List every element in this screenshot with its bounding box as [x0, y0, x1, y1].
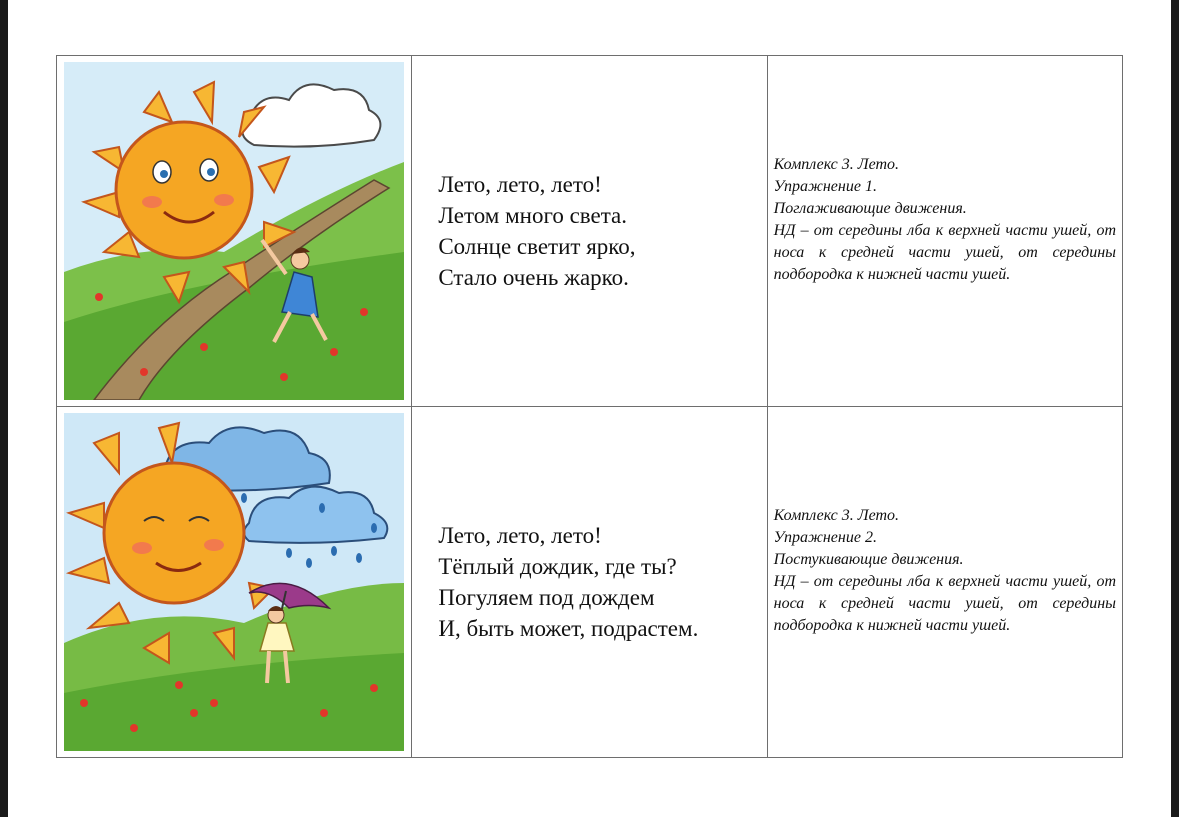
poem-cell: [412, 56, 767, 407]
poem-line: Тёплый дождик, где ты?: [438, 554, 677, 579]
poem-line: Солнце светит ярко,: [438, 234, 636, 259]
exercise-title: Упражнение 1.: [773, 178, 877, 195]
exercise-title: Упражнение 2.: [773, 529, 877, 546]
poem-line: Лето, лето, лето!: [438, 523, 602, 548]
complex-title: Комплекс 3. Лето.: [773, 507, 900, 524]
movement-type: Поглаживающие движения.: [773, 200, 967, 217]
note-cell: [767, 407, 1122, 758]
sun-girl-summer-illustration: [64, 62, 404, 400]
left-window-edge: [0, 0, 8, 817]
poem-line: Стало очень жарко.: [438, 265, 629, 290]
exercise-note: [768, 505, 1122, 637]
exercise-table: [56, 55, 1123, 758]
note-cell: [767, 56, 1122, 407]
poem-line: И, быть может, подрастем.: [438, 616, 699, 641]
poem-line: Летом много света.: [438, 203, 627, 228]
movement-type: Постукивающие движения.: [773, 551, 964, 568]
poem-line: Лето, лето, лето!: [438, 172, 602, 197]
movement-description: НД – от середины лба к верхней части ушей, от носа к средней части ушей, от середины подбородка к нижней части ушей.: [773, 573, 1116, 634]
sun-rain-girl-umbrella-illustration: [64, 413, 404, 751]
poem-cell: [412, 407, 767, 758]
right-window-edge: [1171, 0, 1179, 817]
movement-description: НД – от середины лба к верхней части ушей, от носа к средней части ушей, от середины подбородка к нижней части ушей.: [773, 222, 1116, 283]
poem: [412, 169, 766, 293]
poem: [412, 520, 766, 644]
table-row: [57, 56, 1123, 407]
table-row: [57, 407, 1123, 758]
exercise-note: [768, 154, 1122, 286]
complex-title: Комплекс 3. Лето.: [773, 156, 900, 173]
poem-line: Погуляем под дождем: [438, 585, 655, 610]
image-cell: [57, 56, 412, 407]
image-cell: [57, 407, 412, 758]
